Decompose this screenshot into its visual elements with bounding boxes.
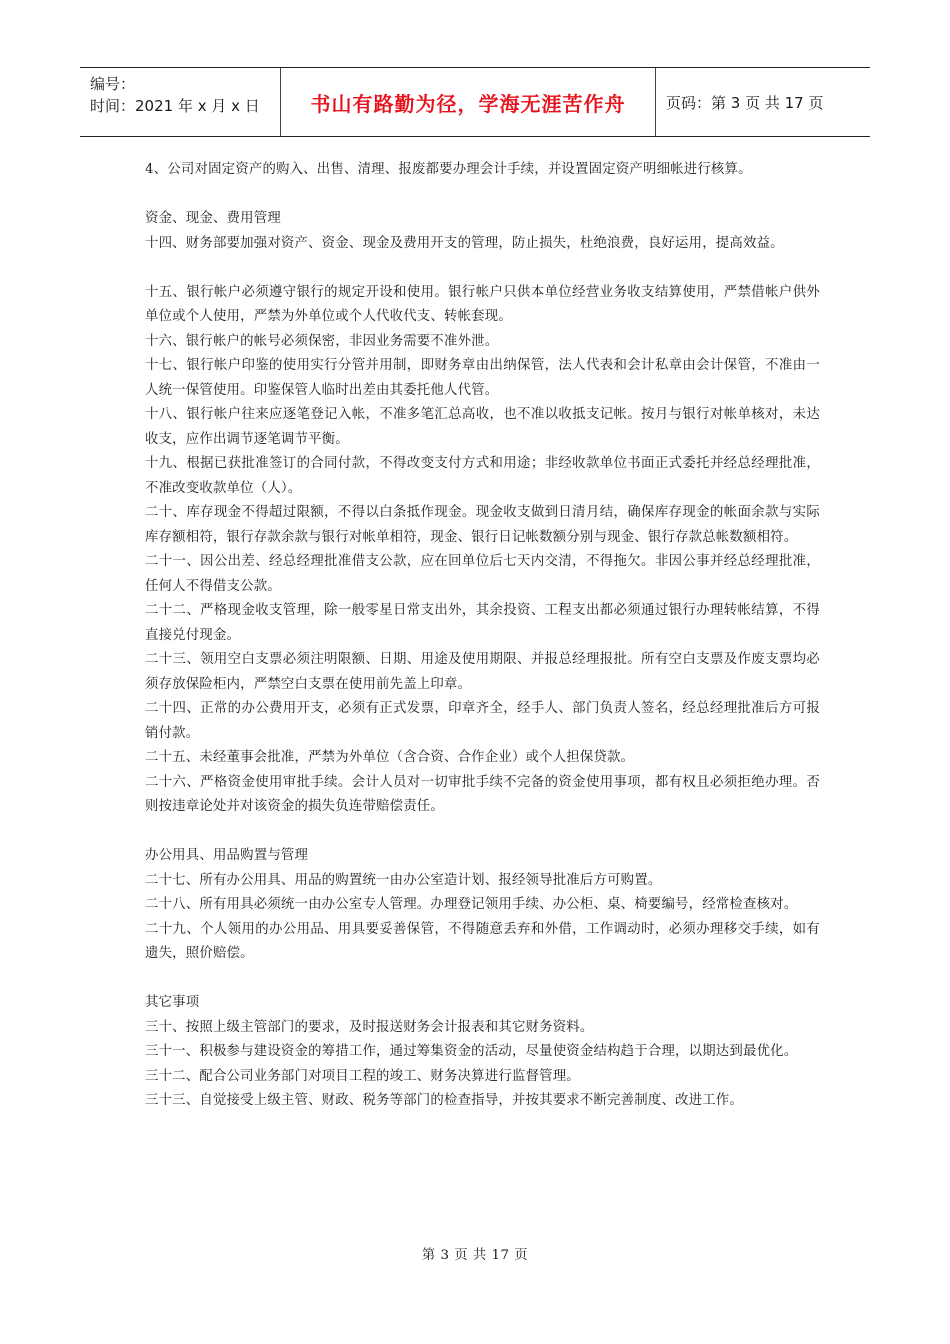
page-label: 页码：第 3 页 共 17 页 xyxy=(666,93,824,112)
paragraph: 十六、银行帐户的帐号必须保密，非因业务需要不准外泄。 xyxy=(145,333,499,349)
paragraph: 二十、库存现金不得超过限额，不得以白条抵作现金。现金收支做到日清月结，确保库存现金的帐面余款与实际库存额相符，银行存款余款与银行对帐单相符，现金、银行日记帐数额分别与现金、银行存款总帐数额相符。 xyxy=(145,505,820,545)
serial-label: 编号： xyxy=(90,75,136,93)
paragraph: 三十、按照上级主管部门的要求，及时报送财务会计报表和其它财务资料。 xyxy=(145,1019,594,1035)
paragraph: 十九、根据已获批准签订的合同付款，不得改变支付方式和用途；非经收款单位书面正式委托并经总经理批准，不准改变收款单位（人）。 xyxy=(145,456,820,496)
paragraph: 二十四、正常的办公费用开支，必须有正式发票，印章齐全，经手人、部门负责人签名，经总经理批准后方可报销付款。 xyxy=(145,701,820,741)
blank-line xyxy=(145,183,820,208)
paragraph: 三十一、积极参与建设资金的筹措工作，通过筹集资金的活动，尽量使资金结构趋于合理，以期达到最优化。 xyxy=(145,1044,798,1059)
document-body xyxy=(145,158,820,1114)
page-header xyxy=(80,67,870,137)
paragraph: 二十三、领用空白支票必须注明限额、日期、用途及使用期限、并报总经理报批。所有空白支票及作废支票均必须存放保险柜内，严禁空白支票在使用前先盖上印章。 xyxy=(145,652,820,692)
motto: 书山有路勤为径，学海无涯苦作舟 xyxy=(310,91,626,116)
paragraph: 二十二、严格现金收支管理，除一般零星日常支出外，其余投资、工程支出都必须通过银行办理转帐结算，不得直接兑付现金。 xyxy=(145,603,820,643)
paragraph: 二十八、所有用具必须统一由办公室专人管理。办理登记领用手续、办公柜、桌、椅要编号，经常检查核对。 xyxy=(145,897,798,912)
paragraph: 二十一、因公出差、经总经理批准借支公款，应在回单位后七天内交清，不得拖欠。非因公事并经总经理批准，任何人不得借支公款。 xyxy=(145,554,820,594)
page-footer: 第 3 页 共 17 页 xyxy=(421,1248,529,1263)
time-label: 时间：2021 年 x 月 x 日 xyxy=(90,97,260,115)
paragraph: 十四、财务部要加强对资产、资金、现金及费用开支的管理，防止损失，杜绝浪费，良好运用，提高效益。 xyxy=(145,235,784,251)
header-motto-cell xyxy=(280,68,656,136)
header-meta xyxy=(80,68,280,136)
paragraph: 二十九、个人领用的办公用品、用具要妥善保管，不得随意丢弃和外借，工作调动时，必须办理移交手续，如有遗失，照价赔偿。 xyxy=(145,921,820,961)
paragraph: 十七、银行帐户印鉴的使用实行分管并用制，即财务章由出纳保管，法人代表和会计私章由会计保管，不准由一人统一保管使用。印鉴保管人临时出差由其委托他人代管。 xyxy=(145,358,820,398)
paragraph: 资金、现金、费用管理 xyxy=(145,211,281,226)
paragraph: 三十三、自觉接受上级主管、财政、税务等部门的检查指导，并按其要求不断完善制度、改进工作。 xyxy=(145,1093,743,1108)
paragraph: 二十六、严格资金使用审批手续。会计人员对一切审批手续不完备的资金使用事项，都有权且必须拒绝办理。否则按违章论处并对该资金的损失负连带赔偿责任。 xyxy=(145,774,820,814)
paragraph: 办公用具、用品购置与管理 xyxy=(145,848,309,863)
blank-line xyxy=(145,967,820,992)
header-page-cell xyxy=(656,68,870,136)
blank-line xyxy=(145,820,820,845)
paragraph: 十五、银行帐户必须遵守银行的规定开设和使用。银行帐户只供本单位经营业务收支结算使用，严禁借帐户供外单位或个人使用，严禁为外单位或个人代收代支、转帐套现。 xyxy=(145,284,820,324)
paragraph: 4、公司对固定资产的购入、出售、清理、报废都要办理会计手续，并设置固定资产明细帐进行核算。 xyxy=(145,162,752,177)
paragraph: 十八、银行帐户往来应逐笔登记入帐，不准多笔汇总高收，也不准以收抵支记帐。按月与银行对帐单核对，未达收支，应作出调节逐笔调节平衡。 xyxy=(145,407,820,447)
paragraph: 二十七、所有办公用具、用品的购置统一由办公室造计划、报经领导批准后方可购置。 xyxy=(145,872,662,888)
blank-line xyxy=(145,256,820,281)
paragraph: 其它事项 xyxy=(145,995,200,1010)
paragraph: 二十五、未经董事会批准，严禁为外单位（含合资、合作企业）或个人担保贷款。 xyxy=(145,750,635,765)
paragraph: 三十二、配合公司业务部门对项目工程的竣工、财务决算进行监督管理。 xyxy=(145,1068,580,1084)
